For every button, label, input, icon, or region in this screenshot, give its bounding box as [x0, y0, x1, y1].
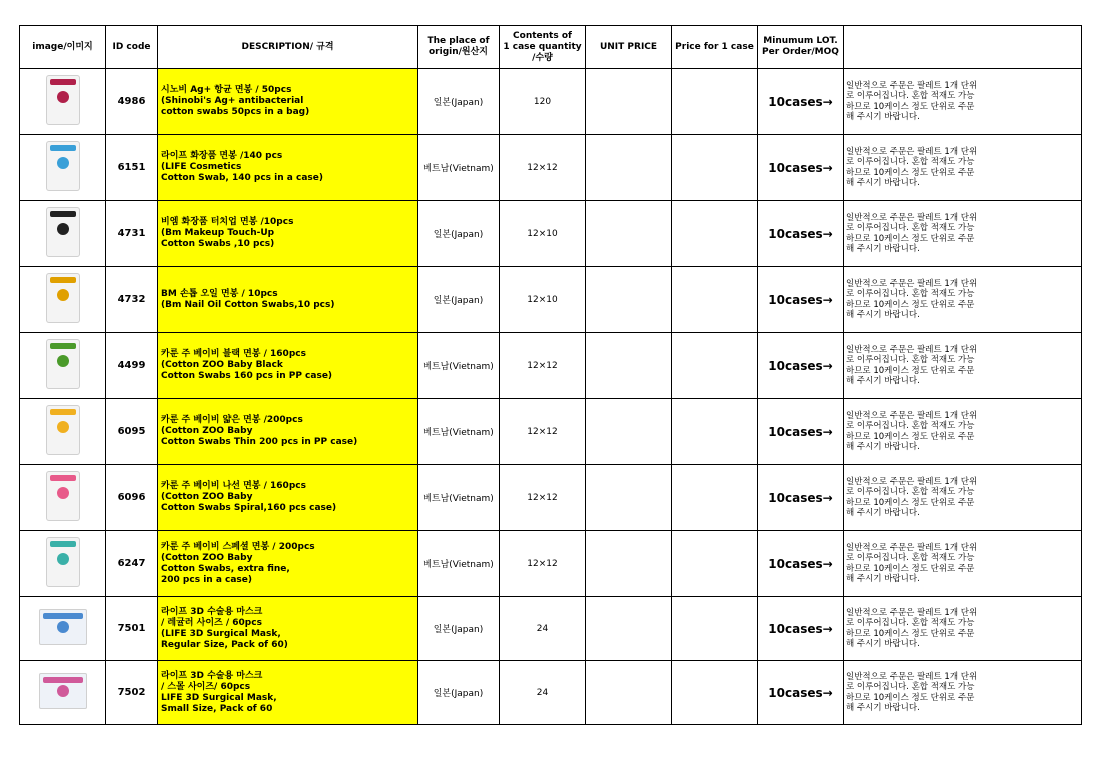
case-price	[672, 69, 758, 135]
note-line: 로 이루어집니다. 혼합 적재도 가능	[846, 682, 975, 692]
image-cell	[20, 661, 106, 725]
note-line: 하므로 10케이스 정도 단위로 주문	[846, 563, 975, 574]
header-quantity-line: /수량	[532, 52, 553, 63]
note-line: 해 주시기 바랍니다.	[846, 244, 920, 254]
swab-pack-icon	[46, 207, 80, 257]
case-price	[672, 333, 758, 399]
note-line: 일반적으로 주문은 팔레트 1개 단위	[846, 80, 978, 91]
case-price	[672, 597, 758, 661]
image-cell	[20, 201, 106, 267]
description-line: 카룬 주 베이비 스페셜 면봉 / 200pcs	[161, 541, 315, 552]
header-unit-price: UNIT PRICE	[586, 26, 672, 69]
id-code: 7501	[106, 597, 158, 661]
unit-price	[586, 201, 672, 267]
description	[158, 267, 418, 333]
id-code: 4499	[106, 333, 158, 399]
note-line: 하므로 10케이스 정도 단위로 주문	[846, 299, 975, 310]
note-line: 하므로 10케이스 정도 단위로 주문	[846, 692, 975, 703]
moq: 10cases→	[758, 135, 844, 201]
description	[158, 531, 418, 597]
table-row	[20, 69, 1082, 135]
note-line: 로 이루어집니다. 혼합 적재도 가능	[846, 618, 975, 628]
case-quantity: 12×12	[500, 399, 586, 465]
unit-price	[586, 267, 672, 333]
note-line: 로 이루어집니다. 혼합 적재도 가능	[846, 91, 975, 101]
unit-price	[586, 399, 672, 465]
case-price	[672, 399, 758, 465]
moq: 10cases→	[758, 267, 844, 333]
image-cell	[20, 597, 106, 661]
moq: 10cases→	[758, 661, 844, 725]
note	[844, 333, 1082, 399]
header-quantity-line: 1 case quantity	[503, 41, 582, 52]
case-quantity: 12×12	[500, 465, 586, 531]
note-line: 일반적으로 주문은 팔레트 1개 단위	[846, 542, 978, 553]
origin: 베트남(Vietnam)	[418, 465, 500, 531]
header-quantity-line: Contents of	[513, 30, 572, 41]
moq: 10cases→	[758, 69, 844, 135]
origin: 일본(Japan)	[418, 267, 500, 333]
description-line: Cotton Swabs Thin 200 pcs in PP case)	[161, 437, 358, 447]
note-line: 로 이루어집니다. 혼합 적재도 가능	[846, 421, 975, 431]
case-price	[672, 465, 758, 531]
description	[158, 135, 418, 201]
header-id-code: ID code	[106, 26, 158, 69]
origin: 베트남(Vietnam)	[418, 399, 500, 465]
id-code: 6095	[106, 399, 158, 465]
note	[844, 267, 1082, 333]
header-moq	[758, 26, 844, 69]
header-origin	[418, 26, 500, 69]
case-price	[672, 531, 758, 597]
description	[158, 597, 418, 661]
description-line: 카룬 주 베이비 얇은 면봉 /200pcs	[161, 415, 303, 425]
note-line: 해 주시기 바랍니다.	[846, 508, 920, 518]
description-line: (Bm Makeup Touch-Up	[161, 228, 275, 238]
note-line: 하므로 10케이스 정도 단위로 주문	[846, 431, 975, 442]
mask-box-icon	[39, 609, 87, 645]
note-line: 일반적으로 주문은 팔레트 1개 단위	[846, 410, 978, 421]
note-line: 하므로 10케이스 정도 단위로 주문	[846, 628, 975, 639]
table-row	[20, 597, 1082, 661]
header-image: image/이미지	[20, 26, 106, 69]
header-moq-line: Minumum LOT.	[763, 36, 838, 46]
description-line: 비엠 화장품 터치업 면봉 /10pcs	[161, 217, 294, 227]
note-line: 해 주시기 바랍니다.	[846, 442, 920, 452]
note-line: 해 주시기 바랍니다.	[846, 112, 920, 122]
description-line: Cotton Swabs, extra fine,	[161, 563, 290, 574]
note-line: 일반적으로 주문은 팔레트 1개 단위	[846, 607, 978, 618]
note-line: 해 주시기 바랍니다.	[846, 639, 920, 649]
origin: 베트남(Vietnam)	[418, 135, 500, 201]
note-line: 일반적으로 주문은 팔레트 1개 단위	[846, 476, 978, 487]
description-line: (Cotton ZOO Baby	[161, 426, 253, 436]
note-line: 해 주시기 바랍니다.	[846, 310, 920, 320]
unit-price	[586, 135, 672, 201]
image-cell	[20, 399, 106, 465]
note-line: 로 이루어집니다. 혼합 적재도 가능	[846, 223, 975, 233]
origin: 베트남(Vietnam)	[418, 531, 500, 597]
moq: 10cases→	[758, 531, 844, 597]
case-price	[672, 661, 758, 725]
case-quantity: 24	[500, 661, 586, 725]
note-line: 하므로 10케이스 정도 단위로 주문	[846, 233, 975, 244]
description	[158, 661, 418, 725]
description-line: 시노비 Ag+ 항균 면봉 / 50pcs	[161, 85, 292, 95]
origin: 일본(Japan)	[418, 69, 500, 135]
note	[844, 465, 1082, 531]
description-line: 라이프 화장품 면봉 /140 pcs	[161, 151, 283, 161]
description-line: Cotton Swabs 160 pcs in PP case)	[161, 371, 333, 381]
image-cell	[20, 531, 106, 597]
note-line: 로 이루어집니다. 혼합 적재도 가능	[846, 157, 975, 167]
id-code: 6096	[106, 465, 158, 531]
case-quantity: 12×10	[500, 267, 586, 333]
note-line: 로 이루어집니다. 혼합 적재도 가능	[846, 289, 975, 299]
description-line: BM 손톱 오일 면봉 / 10pcs	[161, 288, 278, 299]
header-description: DESCRIPTION/ 규격	[158, 26, 418, 69]
table-row	[20, 531, 1082, 597]
table-row	[20, 399, 1082, 465]
moq: 10cases→	[758, 333, 844, 399]
note-line: 일반적으로 주문은 팔레트 1개 단위	[846, 278, 978, 289]
note	[844, 597, 1082, 661]
image-cell	[20, 69, 106, 135]
note-line: 하므로 10케이스 정도 단위로 주문	[846, 497, 975, 508]
table-row	[20, 201, 1082, 267]
note	[844, 399, 1082, 465]
mask-box-icon	[39, 673, 87, 709]
description-line: cotton swabs 50pcs in a bag)	[161, 107, 310, 117]
note-line: 일반적으로 주문은 팔레트 1개 단위	[846, 212, 978, 223]
description-line: Cotton Swabs ,10 pcs)	[161, 239, 275, 249]
description-line: (Cotton ZOO Baby	[161, 552, 253, 563]
table-row	[20, 465, 1082, 531]
note	[844, 661, 1082, 725]
note-line: 하므로 10케이스 정도 단위로 주문	[846, 167, 975, 178]
note-line: 하므로 10케이스 정도 단위로 주문	[846, 101, 975, 112]
image-cell	[20, 135, 106, 201]
case-quantity: 12×12	[500, 135, 586, 201]
note	[844, 531, 1082, 597]
description	[158, 333, 418, 399]
table-row	[20, 661, 1082, 725]
origin: 베트남(Vietnam)	[418, 333, 500, 399]
product-table	[19, 25, 1082, 725]
description-line: 카룬 주 베이비 나선 면봉 / 160pcs	[161, 481, 306, 491]
description	[158, 69, 418, 135]
case-quantity: 24	[500, 597, 586, 661]
description-line: Cotton Swabs Spiral,160 pcs case)	[161, 503, 337, 513]
image-cell	[20, 465, 106, 531]
header-case-price: Price for 1 case	[672, 26, 758, 69]
unit-price	[586, 465, 672, 531]
description-line: 라이프 3D 수술용 마스크	[161, 606, 263, 617]
description	[158, 399, 418, 465]
description	[158, 465, 418, 531]
note-line: 로 이루어집니다. 혼합 적재도 가능	[846, 553, 975, 563]
note-line: 해 주시기 바랍니다.	[846, 376, 920, 386]
description-line: (LIFE Cosmetics	[161, 162, 242, 172]
case-price	[672, 267, 758, 333]
unit-price	[586, 597, 672, 661]
note-line: 일반적으로 주문은 팔레트 1개 단위	[846, 671, 978, 682]
swab-bag-icon	[46, 75, 80, 125]
description-line: (Cotton ZOO Baby	[161, 492, 253, 502]
description-line: / 레귤러 사이즈 / 60pcs	[161, 617, 262, 628]
description-line: 카룬 주 베이비 블랙 면봉 / 160pcs	[161, 349, 306, 359]
note-line: 하므로 10케이스 정도 단위로 주문	[846, 365, 975, 376]
table-row	[20, 333, 1082, 399]
header-quantity	[500, 26, 586, 69]
moq: 10cases→	[758, 399, 844, 465]
header-origin-line: origin/원산지	[428, 47, 488, 57]
description-line: LIFE 3D Surgical Mask,	[161, 692, 277, 703]
image-cell	[20, 333, 106, 399]
swab-case-icon	[46, 405, 80, 455]
table-row	[20, 267, 1082, 333]
description-line: 200 pcs in a case)	[161, 574, 253, 585]
case-quantity: 120	[500, 69, 586, 135]
id-code: 7502	[106, 661, 158, 725]
origin: 일본(Japan)	[418, 201, 500, 267]
origin: 일본(Japan)	[418, 597, 500, 661]
moq: 10cases→	[758, 597, 844, 661]
origin: 일본(Japan)	[418, 661, 500, 725]
note-line: 일반적으로 주문은 팔레트 1개 단위	[846, 146, 978, 157]
description-line: (Cotton ZOO Baby Black	[161, 360, 283, 370]
case-quantity: 12×10	[500, 201, 586, 267]
unit-price	[586, 333, 672, 399]
swab-case-icon	[46, 471, 80, 521]
moq: 10cases→	[758, 465, 844, 531]
description-line: (LIFE 3D Surgical Mask,	[161, 628, 281, 639]
header-row	[20, 26, 1082, 69]
description-line: 라이프 3D 수술용 마스크	[161, 670, 263, 681]
id-code: 6247	[106, 531, 158, 597]
note-line: 로 이루어집니다. 혼합 적재도 가능	[846, 355, 975, 365]
description-line: (Shinobi's Ag+ antibacterial	[161, 96, 304, 106]
id-code: 6151	[106, 135, 158, 201]
case-quantity: 12×12	[500, 531, 586, 597]
description-line: (Bm Nail Oil Cotton Swabs,10 pcs)	[161, 299, 335, 310]
unit-price	[586, 661, 672, 725]
case-price	[672, 201, 758, 267]
moq: 10cases→	[758, 201, 844, 267]
table-row	[20, 135, 1082, 201]
header-note	[844, 26, 1082, 69]
swab-case-icon	[46, 537, 80, 587]
note-line: 해 주시기 바랍니다.	[846, 178, 920, 188]
unit-price	[586, 69, 672, 135]
description-line: Cotton Swab, 140 pcs in a case)	[161, 173, 323, 183]
swab-case-icon	[46, 141, 80, 191]
header-moq-line: Per Order/MOQ	[762, 47, 839, 57]
swab-pack-icon	[46, 273, 80, 323]
note-line: 로 이루어집니다. 혼합 적재도 가능	[846, 487, 975, 497]
case-quantity: 12×12	[500, 333, 586, 399]
note-line: 일반적으로 주문은 팔레트 1개 단위	[846, 344, 978, 355]
description	[158, 201, 418, 267]
description-line: Small Size, Pack of 60	[161, 703, 273, 714]
note	[844, 69, 1082, 135]
case-price	[672, 135, 758, 201]
note-line: 해 주시기 바랍니다.	[846, 703, 920, 713]
unit-price	[586, 531, 672, 597]
swab-case-icon	[46, 339, 80, 389]
description-line: / 스몰 사이즈/ 60pcs	[161, 681, 251, 692]
image-cell	[20, 267, 106, 333]
header-origin-line: The place of	[427, 36, 490, 46]
id-code: 4731	[106, 201, 158, 267]
note	[844, 201, 1082, 267]
note	[844, 135, 1082, 201]
id-code: 4986	[106, 69, 158, 135]
description-line: Regular Size, Pack of 60)	[161, 639, 288, 650]
note-line: 해 주시기 바랍니다.	[846, 574, 920, 584]
id-code: 4732	[106, 267, 158, 333]
